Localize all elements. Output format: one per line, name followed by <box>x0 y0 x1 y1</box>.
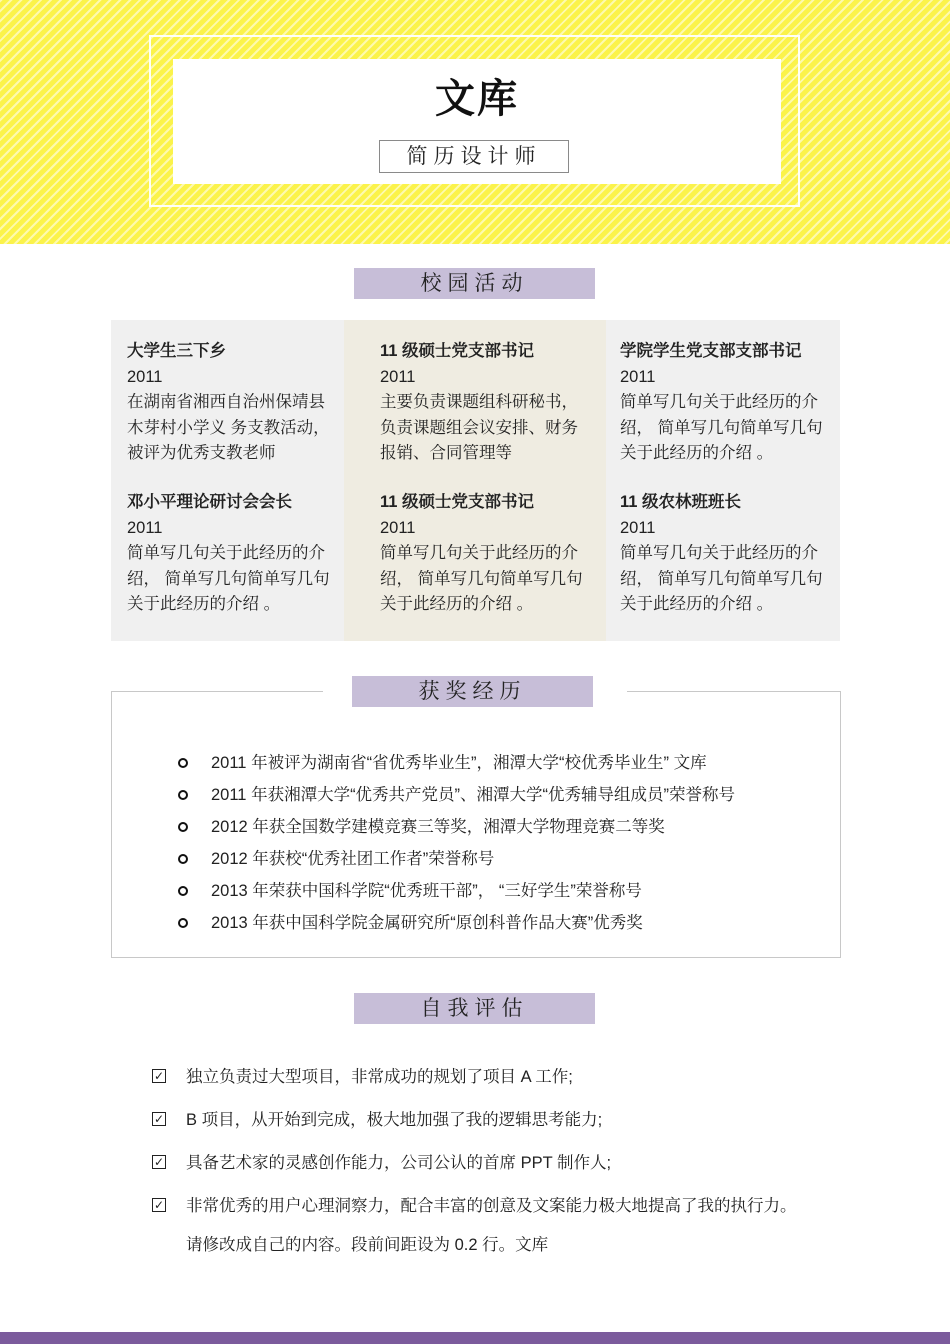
award-text: 2011 年获湘潭大学“优秀共产党员”、湘潭大学“优秀辅导组成员”荣誉称号 <box>211 786 736 804</box>
evaluation-item <box>152 1192 797 1235</box>
page-title: 文库 <box>435 77 519 121</box>
evaluation-item <box>152 1063 797 1106</box>
award-text: 2013 年获中国科学院金属研究所“原创科普作品大赛”优秀奖 <box>211 914 643 932</box>
evaluation-text: 独立负责过大型项目，非常成功的规划了项目 A 工作; <box>186 1068 573 1086</box>
activity-desc: 简单写几句关于此经历的介绍， 简单写几句简单写几句关于此经历的介绍 。 <box>380 544 583 613</box>
checkbox-checked-icon: ✓ <box>153 1154 165 1169</box>
awards-list <box>176 749 735 941</box>
section-title-awards: 获奖经历 <box>352 676 593 707</box>
activities-column-3 <box>606 320 840 641</box>
activity-title: 邓小平理论研讨会会长 <box>127 493 292 511</box>
evaluation-list <box>152 1063 797 1235</box>
activity-desc: 简单写几句关于此经历的介绍， 简单写几句简单写几句关于此经历的介绍 。 <box>620 393 823 462</box>
evaluation-text: B 项目，从开始到完成，极大地加强了我的逻辑思考能力; <box>186 1111 603 1129</box>
bullet-icon <box>178 918 188 928</box>
activity-year: 2011 <box>127 367 163 386</box>
checkbox-checked-icon: ✓ <box>153 1068 165 1083</box>
section-title-evaluation: 自我评估 <box>354 993 595 1024</box>
activities-column-1 <box>111 320 344 641</box>
activity-title: 11 级硕士党支部书记 <box>380 493 535 511</box>
award-item <box>176 781 735 813</box>
activity-year: 2011 <box>620 518 656 537</box>
section-title-activities: 校园活动 <box>354 268 595 299</box>
activity-title: 学院学生党支部支部书记 <box>620 342 802 360</box>
activity-desc: 简单写几句关于此经历的介绍， 简单写几句简单写几句关于此经历的介绍 。 <box>127 544 330 613</box>
activity-entry <box>380 339 588 467</box>
evaluation-note: 请修改成自己的内容。段前间距设为 0.2 行。文库 <box>186 1236 549 1254</box>
activity-title: 11 级农林班班长 <box>620 493 742 511</box>
activity-entry <box>127 490 335 618</box>
award-text: 2012 年获全国数学建模竞赛三等奖，湘潭大学物理竞赛二等奖 <box>211 818 665 836</box>
award-item <box>176 909 735 941</box>
footer-bar <box>0 1332 950 1344</box>
activity-title: 11 级硕士党支部书记 <box>380 342 535 360</box>
activity-entry <box>380 490 588 618</box>
award-item <box>176 813 735 845</box>
award-item <box>176 845 735 877</box>
award-text: 2011 年被评为湖南省“省优秀毕业生”，湘潭大学“校优秀毕业生” 文库 <box>211 754 707 772</box>
activity-year: 2011 <box>380 518 416 537</box>
checkbox-checked-icon: ✓ <box>153 1111 165 1126</box>
evaluation-item <box>152 1149 797 1192</box>
bullet-icon <box>178 822 188 832</box>
evaluation-text: 非常优秀的用户心理洞察力，配合丰富的创意及文案能力极大地提高了我的执行力。 <box>186 1197 797 1215</box>
award-item <box>176 877 735 909</box>
evaluation-text: 具备艺术家的灵感创作能力，公司公认的首席 PPT 制作人; <box>186 1154 612 1172</box>
activity-year: 2011 <box>380 367 416 386</box>
bullet-icon <box>178 790 188 800</box>
bullet-icon <box>178 886 188 896</box>
activity-entry <box>620 339 828 467</box>
job-title: 简历设计师 <box>379 140 569 173</box>
header-card <box>173 59 781 184</box>
award-text: 2012 年获校“优秀社团工作者”荣誉称号 <box>211 850 495 868</box>
activity-desc: 在湖南省湘西自治州保靖县木芽村小学义 务支教活动，被评为优秀支教老师 <box>127 393 330 462</box>
activity-entry <box>127 339 335 467</box>
activity-desc: 简单写几句关于此经历的介绍， 简单写几句简单写几句关于此经历的介绍 。 <box>620 544 823 613</box>
activities-column-2 <box>344 320 606 641</box>
activity-year: 2011 <box>127 518 163 537</box>
header-banner <box>0 0 950 244</box>
checkbox-checked-icon: ✓ <box>153 1197 165 1212</box>
activity-entry <box>620 490 828 618</box>
award-text: 2013 年荣获中国科学院“优秀班干部”， “三好学生”荣誉称号 <box>211 882 642 900</box>
activity-desc: 主要负责课题组科研秘书，负责课题组会议安排、财务报销、合同管理等 <box>380 393 578 462</box>
evaluation-item <box>152 1106 797 1149</box>
activity-title: 大学生三下乡 <box>127 342 226 360</box>
bullet-icon <box>178 854 188 864</box>
bullet-icon <box>178 758 188 768</box>
activity-year: 2011 <box>620 367 656 386</box>
activities-grid <box>111 320 840 641</box>
award-item <box>176 749 735 781</box>
